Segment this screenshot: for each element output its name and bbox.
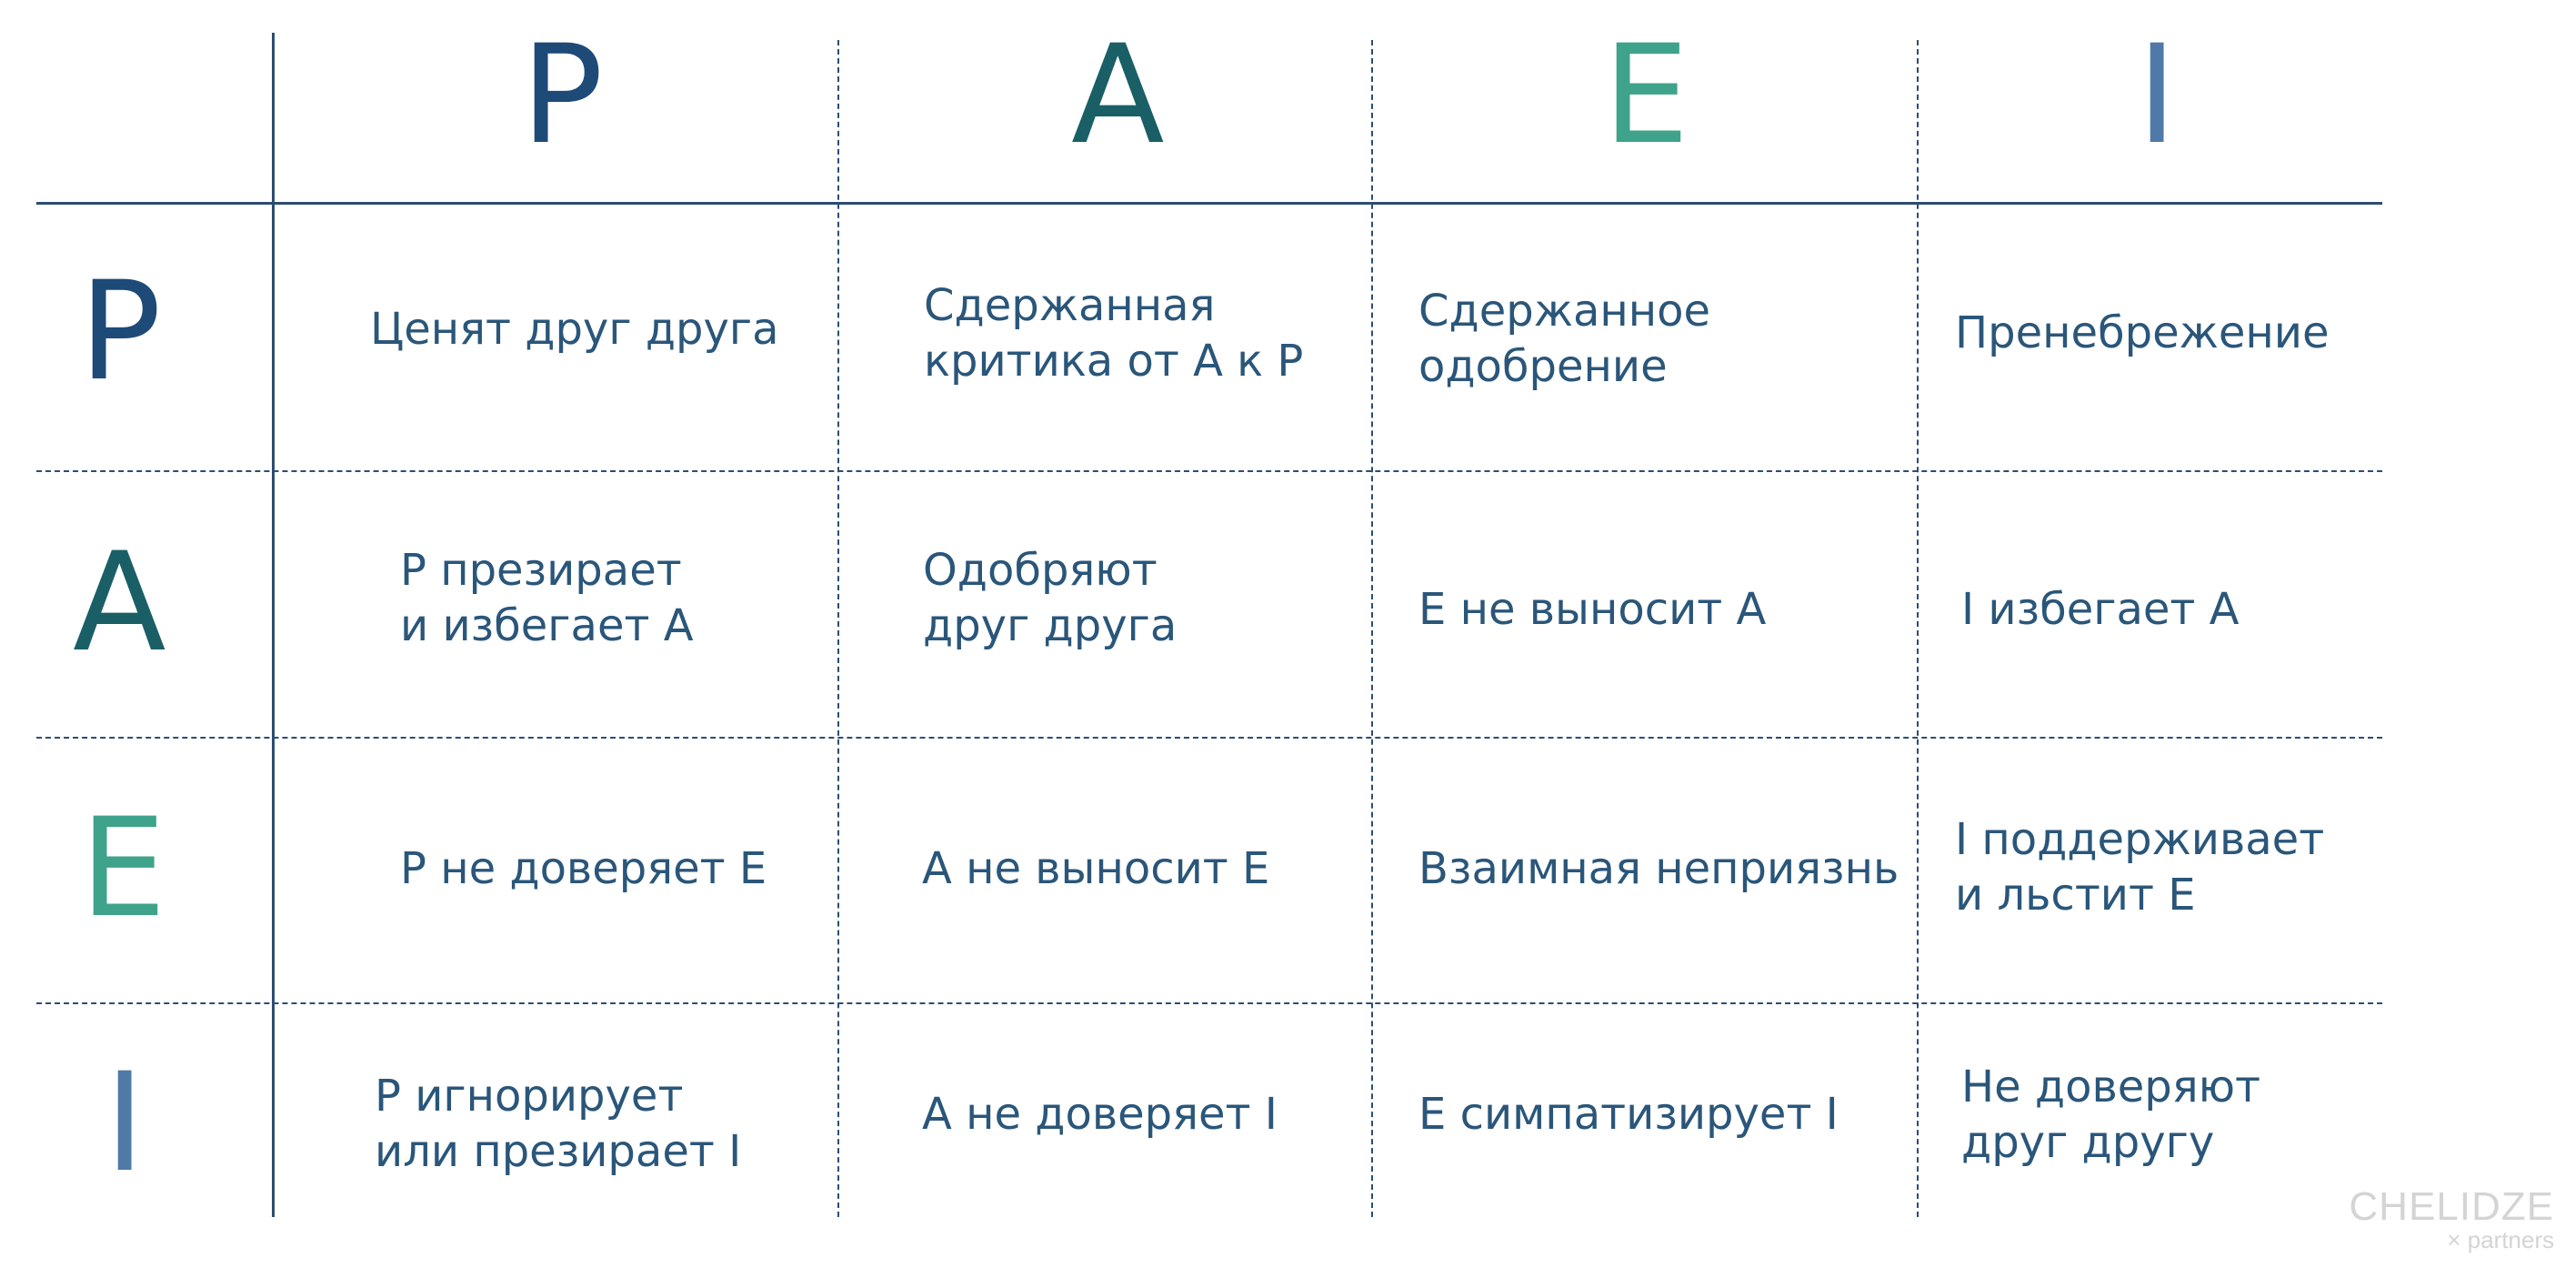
column-divider (1917, 40, 1919, 1217)
cell-e-i: I поддерживает и льстит Е (1955, 814, 2325, 921)
cell-a-p: Р презирает и избегает А (400, 545, 694, 651)
cell-e-e: Взаимная неприязнь (1418, 843, 1899, 894)
row-header-e: E (80, 790, 166, 948)
cell-e-p: Р не доверяет Е (400, 843, 767, 894)
cell-e-a: А не выносит Е (922, 843, 1270, 894)
cell-p-e: Сдержанное одобрение (1418, 286, 1711, 392)
cell-a-i: I избегает А (1961, 584, 2240, 635)
cell-p-i: Пренебрежение (1955, 307, 2330, 358)
cell-a-e: Е не выносит А (1418, 584, 1767, 635)
cell-p-a: Сдержанная критика от А к Р (924, 280, 1304, 387)
cell-i-i: Не доверяют друг другу (1961, 1062, 2260, 1168)
cell-a-a: Одобряют друг друга (923, 545, 1178, 651)
column-header-e: E (1603, 16, 1689, 175)
logo-name: CHELIDZE (2349, 1184, 2554, 1229)
brand-logo (2349, 1186, 2554, 1252)
header-divider (36, 202, 2382, 205)
logo-subtitle: × partners (2447, 1226, 2554, 1253)
row-header-divider (272, 33, 275, 1217)
row-divider (36, 470, 2382, 472)
cell-p-p: Ценят друг друга (370, 304, 779, 355)
row-divider (36, 1002, 2382, 1004)
column-divider (837, 40, 839, 1217)
cell-i-p: Р игнорирует или презирает I (375, 1071, 742, 1177)
column-header-a: A (1071, 16, 1165, 175)
row-header-a: A (73, 524, 166, 682)
column-divider (1371, 40, 1373, 1217)
column-header-p: P (521, 16, 604, 175)
row-divider (36, 737, 2382, 739)
row-header-p: P (79, 253, 162, 411)
cell-i-e: Е симпатизирует I (1418, 1089, 1839, 1140)
cell-i-a: А не доверяет I (922, 1089, 1278, 1140)
column-header-i: I (2137, 16, 2178, 175)
row-header-i: I (105, 1044, 145, 1203)
